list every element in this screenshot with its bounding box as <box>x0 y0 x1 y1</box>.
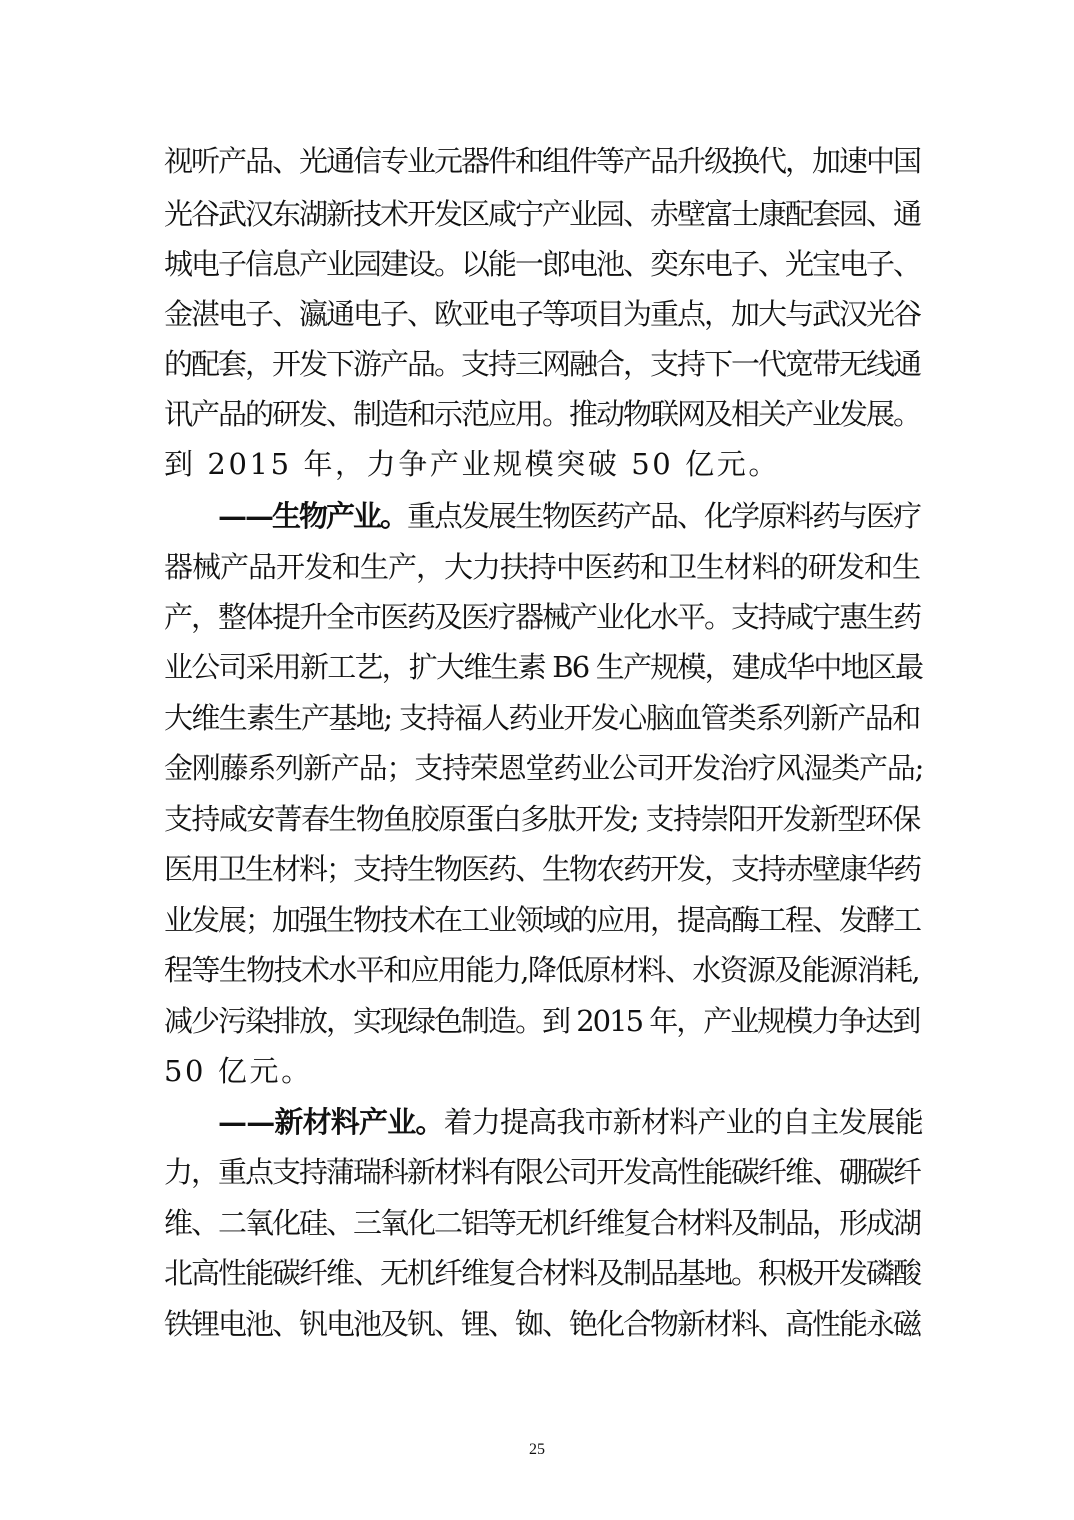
text-line <box>164 543 924 591</box>
section-heading-line-biology <box>218 492 924 540</box>
text-line <box>164 240 924 288</box>
line-text: 的配套，开发下游产品。支持三网融合，支持下一代宽带无线通 <box>164 347 921 381</box>
line-text: 医用卫生材料；支持生物医药、生物农药开发，支持赤壁康华药 <box>164 852 921 886</box>
text-line <box>164 290 924 338</box>
text-line <box>164 946 924 994</box>
text-line <box>164 190 924 238</box>
line-text: 维、二氧化硅、三氧化二铝等无机纤维复合材料及制品，形成湖 <box>164 1206 921 1240</box>
line-text: 金刚藤系列新产品；支持荣恩堂药业公司开发治疗风湿类产品; <box>164 751 924 785</box>
line-text: 铁锂电池、钒电池及钒、锂、铷、铯化合物新材料、高性能永磁 <box>164 1307 921 1341</box>
line-text: 北高性能碳纤维、无机纤维复合材料及制品基地。积极开发磷酸 <box>164 1256 921 1290</box>
line-text: 力，重点支持蒲瑞科新材料有限公司开发高性能碳纤维、硼碳纤 <box>164 1155 921 1189</box>
text-line <box>164 997 924 1045</box>
text-line <box>164 1300 924 1348</box>
text-line <box>164 1249 924 1297</box>
line-text: 光谷武汉东湖新技术开发区咸宁产业园、赤壁富士康配套园、通 <box>164 197 921 231</box>
text-line <box>164 340 924 388</box>
text-line <box>164 1047 924 1095</box>
text-line <box>164 845 924 893</box>
section-heading-biology: ——生物产业。 <box>218 499 408 533</box>
line-text: 器械产品开发和生产，大力扶持中医药和卫生材料的研发和生 <box>164 550 921 584</box>
text-line <box>164 440 924 488</box>
line-text: 金湛电子、瀛通电子、欧亚电子等项目为重点，加大与武汉光谷 <box>164 297 921 331</box>
section-heading-line-new-materials <box>218 1098 924 1146</box>
text-line <box>164 694 924 742</box>
text-line <box>164 593 924 641</box>
text-line <box>164 795 924 843</box>
line-text: 产，整体提升全市医药及医疗器械产业化水平。支持咸宁惠生药 <box>164 600 921 634</box>
line-text: 大维生素生产基地; 支持福人药业开发心脑血管类系列新产品和 <box>164 701 920 735</box>
line-text: 减少污染排放，实现绿色制造。到 2015 年，产业规模力争达到 <box>164 1004 920 1038</box>
line-text: 着力提高我市新材料产业的自主发展能 <box>443 1105 924 1139</box>
text-line <box>164 643 924 691</box>
line-text: 业公司采用新工艺，扩大维生素 B6 生产规模，建成华中地区最 <box>164 650 923 684</box>
text-line <box>164 1199 924 1247</box>
text-line <box>164 896 924 944</box>
page-number: 25 <box>529 1441 545 1458</box>
line-text: 支持咸安菁春生物鱼胶原蛋白多肽开发; 支持崇阳开发新型环保 <box>164 802 920 836</box>
line-text: 程等生物技术水平和应用能力,降低原材料、水资源及能源消耗, <box>164 953 920 987</box>
line-text: 城电子信息产业园建设。以能一郎电池、奕东电子、光宝电子、 <box>164 247 921 281</box>
line-text: 视听产品、光通信专业元器件和组件等产品升级换代，加速中国 <box>164 144 921 178</box>
line-text: 讯产品的研发、制造和示范应用。推动物联网及相关产业发展。 <box>164 397 921 431</box>
line-text: 业发展；加强生物技术在工业领域的应用，提高酶工程、发酵工 <box>164 903 921 937</box>
line-text: 50 亿元。 <box>164 1054 313 1088</box>
line-text: 重点发展生物医药产品、化学原料药与医疗 <box>407 499 921 533</box>
text-line <box>164 1148 924 1196</box>
text-line <box>164 137 924 185</box>
section-heading-new-materials: ——新材料产业。 <box>218 1105 444 1139</box>
text-line <box>164 390 924 438</box>
line-text: 到 2015 年，力争产业规模突破 50 亿元。 <box>164 447 780 481</box>
text-line <box>164 744 924 792</box>
